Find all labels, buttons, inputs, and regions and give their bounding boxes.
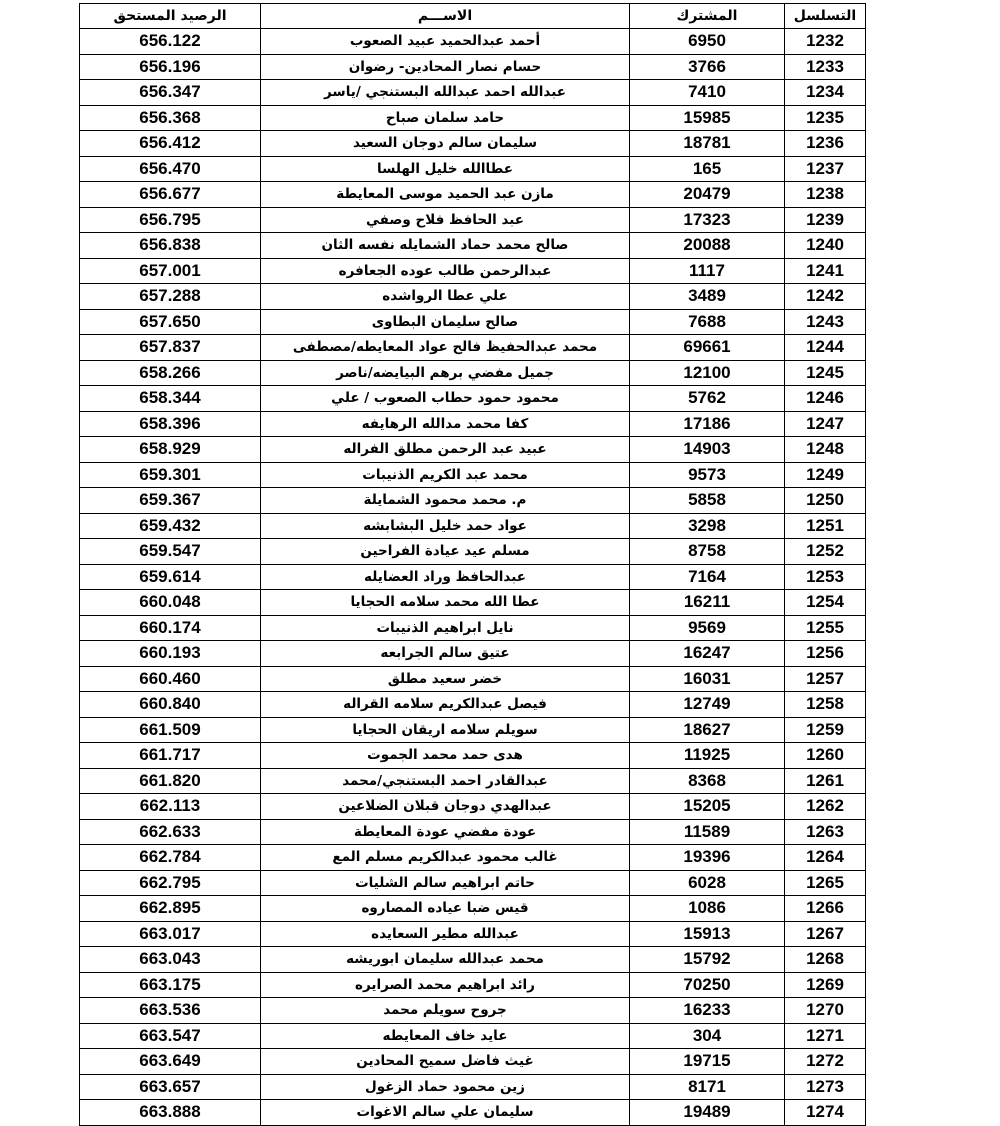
- name-cell: هدى حمد محمد الجموت: [261, 743, 630, 769]
- name-cell: عبدالحافظ وراد العضايله: [261, 564, 630, 590]
- serial-cell: 1252: [785, 539, 866, 565]
- subscriber-cell: 19489: [630, 1100, 785, 1126]
- serial-cell: 1265: [785, 870, 866, 896]
- name-cell: حسام نصار المحادين- رضوان: [261, 54, 630, 80]
- serial-cell: 1246: [785, 386, 866, 412]
- subscriber-cell: 15913: [630, 921, 785, 947]
- serial-cell: 1257: [785, 666, 866, 692]
- table-row: [80, 29, 866, 55]
- name-cell: عبيد عبد الرحمن مطلق الفراله: [261, 437, 630, 463]
- table-row: [80, 488, 866, 514]
- table-row: [80, 335, 866, 361]
- name-cell: عبدالرحمن طالب عوده الجعافره: [261, 258, 630, 284]
- table-row: [80, 743, 866, 769]
- table-row: [80, 411, 866, 437]
- table-row: [80, 105, 866, 131]
- name-cell: عودة مفضي عودة المعايطة: [261, 819, 630, 845]
- name-cell: عطاالله خليل الهلسا: [261, 156, 630, 182]
- serial-cell: 1255: [785, 615, 866, 641]
- table-row: [80, 717, 866, 743]
- name-cell: فيصل عبدالكريم سلامه القراله: [261, 692, 630, 718]
- serial-cell: 1242: [785, 284, 866, 310]
- subscriber-cell: 9573: [630, 462, 785, 488]
- subscriber-cell: 6950: [630, 29, 785, 55]
- subscriber-cell: 1117: [630, 258, 785, 284]
- subscriber-cell: 16211: [630, 590, 785, 616]
- balance-cell: 656.368: [80, 105, 261, 131]
- subscriber-cell: 7688: [630, 309, 785, 335]
- name-cell: محمد عبد الكريم الذنيبات: [261, 462, 630, 488]
- balance-cell: 657.837: [80, 335, 261, 361]
- subscriber-cell: 3489: [630, 284, 785, 310]
- table-row: [80, 768, 866, 794]
- name-cell: علي عطا الرواشده: [261, 284, 630, 310]
- table-row: [80, 513, 866, 539]
- subscriber-cell: 5858: [630, 488, 785, 514]
- table-row: [80, 564, 866, 590]
- serial-cell: 1267: [785, 921, 866, 947]
- balance-cell: 662.113: [80, 794, 261, 820]
- table-row: [80, 539, 866, 565]
- balance-cell: 658.266: [80, 360, 261, 386]
- serial-cell: 1268: [785, 947, 866, 973]
- balance-cell: 661.820: [80, 768, 261, 794]
- serial-cell: 1243: [785, 309, 866, 335]
- subscriber-cell: 17186: [630, 411, 785, 437]
- serial-cell: 1254: [785, 590, 866, 616]
- balance-cell: 659.367: [80, 488, 261, 514]
- subscriber-cell: 14903: [630, 437, 785, 463]
- name-cell: مسلم عيد عيادة الفراحين: [261, 539, 630, 565]
- subscriber-cell: 165: [630, 156, 785, 182]
- name-cell: صالح محمد حماد الشمايله نفسه الثان: [261, 233, 630, 259]
- serial-cell: 1234: [785, 80, 866, 106]
- table-row: [80, 692, 866, 718]
- balance-cell: 659.301: [80, 462, 261, 488]
- subscriber-cell: 15985: [630, 105, 785, 131]
- subscriber-cell: 12749: [630, 692, 785, 718]
- subscriber-cell: 9569: [630, 615, 785, 641]
- name-cell: غالب محمود عبدالكريم مسلم المع: [261, 845, 630, 871]
- serial-cell: 1240: [785, 233, 866, 259]
- balance-cell: 657.650: [80, 309, 261, 335]
- table-row: [80, 207, 866, 233]
- serial-cell: 1261: [785, 768, 866, 794]
- serial-cell: 1273: [785, 1074, 866, 1100]
- name-cell: مازن عبد الحميد موسى المعايطة: [261, 182, 630, 208]
- balance-cell: 660.174: [80, 615, 261, 641]
- balance-cell: 660.048: [80, 590, 261, 616]
- table-row: [80, 666, 866, 692]
- balance-cell: 661.717: [80, 743, 261, 769]
- balance-cell: 656.412: [80, 131, 261, 157]
- serial-cell: 1262: [785, 794, 866, 820]
- subscriber-cell: 69661: [630, 335, 785, 361]
- serial-cell: 1232: [785, 29, 866, 55]
- name-cell: عايد خاف المعايطه: [261, 1023, 630, 1049]
- table-row: [80, 462, 866, 488]
- name-cell: رائد ابراهيم محمد الصرايره: [261, 972, 630, 998]
- serial-cell: 1251: [785, 513, 866, 539]
- serial-cell: 1247: [785, 411, 866, 437]
- balance-cell: 659.614: [80, 564, 261, 590]
- name-cell: م. محمد محمود الشمايلة: [261, 488, 630, 514]
- serial-cell: 1244: [785, 335, 866, 361]
- serial-cell: 1233: [785, 54, 866, 80]
- table-row: [80, 819, 866, 845]
- balance-cell: 657.288: [80, 284, 261, 310]
- balance-cell: 658.344: [80, 386, 261, 412]
- name-cell: سليمان علي سالم الاغوات: [261, 1100, 630, 1126]
- name-cell: عبدالله مطير السعايده: [261, 921, 630, 947]
- header-serial: التسلسل: [785, 4, 866, 29]
- name-cell: زين محمود حماد الزغول: [261, 1074, 630, 1100]
- table-row: [80, 437, 866, 463]
- serial-cell: 1245: [785, 360, 866, 386]
- name-cell: عتيق سالم الجرابعه: [261, 641, 630, 667]
- table-row: [80, 947, 866, 973]
- subscriber-cell: 16233: [630, 998, 785, 1024]
- name-cell: حاتم ابراهيم سالم الشليات: [261, 870, 630, 896]
- name-cell: عواد حمد خليل البشابشه: [261, 513, 630, 539]
- table-row: [80, 896, 866, 922]
- balance-cell: 663.175: [80, 972, 261, 998]
- table-row: [80, 615, 866, 641]
- name-cell: كفا محمد مدالله الرهايفه: [261, 411, 630, 437]
- name-cell: صالح سليمان البطاوى: [261, 309, 630, 335]
- serial-cell: 1270: [785, 998, 866, 1024]
- subscriber-cell: 17323: [630, 207, 785, 233]
- header-name: الاســـم: [261, 4, 630, 29]
- table-row: [80, 131, 866, 157]
- subscriber-cell: 18627: [630, 717, 785, 743]
- subscriber-cell: 15792: [630, 947, 785, 973]
- subscriber-cell: 3766: [630, 54, 785, 80]
- table-row: [80, 1100, 866, 1126]
- balance-cell: 663.536: [80, 998, 261, 1024]
- balance-cell: 662.795: [80, 870, 261, 896]
- serial-cell: 1259: [785, 717, 866, 743]
- name-cell: خضر سعيد مطلق: [261, 666, 630, 692]
- serial-cell: 1264: [785, 845, 866, 871]
- serial-cell: 1241: [785, 258, 866, 284]
- subscriber-cell: 11925: [630, 743, 785, 769]
- serial-cell: 1235: [785, 105, 866, 131]
- balance-cell: 663.888: [80, 1100, 261, 1126]
- subscriber-cell: 20088: [630, 233, 785, 259]
- subscriber-cell: 15205: [630, 794, 785, 820]
- balance-cell: 656.838: [80, 233, 261, 259]
- serial-cell: 1248: [785, 437, 866, 463]
- subscriber-cell: 5762: [630, 386, 785, 412]
- table-row: [80, 794, 866, 820]
- balance-cell: 659.432: [80, 513, 261, 539]
- balance-cell: 660.460: [80, 666, 261, 692]
- subscriber-cell: 18781: [630, 131, 785, 157]
- subscriber-cell: 19396: [630, 845, 785, 871]
- name-cell: غيث فاضل سميح المحادين: [261, 1049, 630, 1075]
- balance-cell: 660.840: [80, 692, 261, 718]
- subscriber-cell: 19715: [630, 1049, 785, 1075]
- serial-cell: 1253: [785, 564, 866, 590]
- table-row: [80, 1074, 866, 1100]
- table-row: [80, 233, 866, 259]
- balance-cell: 658.929: [80, 437, 261, 463]
- balance-cell: 662.784: [80, 845, 261, 871]
- name-cell: نايل ابراهيم الذنيبات: [261, 615, 630, 641]
- subscriber-cell: 11589: [630, 819, 785, 845]
- name-cell: أحمد عبدالحميد عبيد الصعوب: [261, 29, 630, 55]
- balance-cell: 656.347: [80, 80, 261, 106]
- name-cell: قيس ضبا عياده المصاروه: [261, 896, 630, 922]
- name-cell: محمود حمود حطاب الصعوب / علي: [261, 386, 630, 412]
- serial-cell: 1272: [785, 1049, 866, 1075]
- serial-cell: 1266: [785, 896, 866, 922]
- balance-cell: 656.470: [80, 156, 261, 182]
- table-row: [80, 386, 866, 412]
- table-row: [80, 921, 866, 947]
- header-balance: الرصيد المستحق: [80, 4, 261, 29]
- serial-cell: 1260: [785, 743, 866, 769]
- serial-cell: 1238: [785, 182, 866, 208]
- name-cell: محمد عبدالله سليمان ابوريشه: [261, 947, 630, 973]
- balance-cell: 661.509: [80, 717, 261, 743]
- balance-cell: 659.547: [80, 539, 261, 565]
- table-row: [80, 54, 866, 80]
- table-row: [80, 182, 866, 208]
- table-row: [80, 641, 866, 667]
- table-row: [80, 972, 866, 998]
- serial-cell: 1239: [785, 207, 866, 233]
- subscriber-cell: 8758: [630, 539, 785, 565]
- name-cell: عطا الله محمد سلامه الحجايا: [261, 590, 630, 616]
- table-row: [80, 80, 866, 106]
- name-cell: سليمان سالم دوجان السعيد: [261, 131, 630, 157]
- subscriber-cell: 16031: [630, 666, 785, 692]
- subscriber-cell: 20479: [630, 182, 785, 208]
- serial-cell: 1263: [785, 819, 866, 845]
- subscriber-cell: 16247: [630, 641, 785, 667]
- table-row: [80, 360, 866, 386]
- balance-cell: 656.196: [80, 54, 261, 80]
- balance-cell: 663.657: [80, 1074, 261, 1100]
- subscriber-cell: 70250: [630, 972, 785, 998]
- balance-cell: 660.193: [80, 641, 261, 667]
- serial-cell: 1249: [785, 462, 866, 488]
- subscriber-cell: 8171: [630, 1074, 785, 1100]
- table-row: [80, 258, 866, 284]
- header-row: [80, 4, 866, 29]
- subscriber-cell: 7410: [630, 80, 785, 106]
- balance-cell: 663.043: [80, 947, 261, 973]
- table-row: [80, 1049, 866, 1075]
- serial-cell: 1237: [785, 156, 866, 182]
- name-cell: عبدالقادر احمد البستنجي/محمد: [261, 768, 630, 794]
- table-row: [80, 1023, 866, 1049]
- subscriber-balance-table: [79, 3, 866, 1126]
- balance-cell: 662.633: [80, 819, 261, 845]
- name-cell: جميل مفضي برهم البيايضه/ناصر: [261, 360, 630, 386]
- serial-cell: 1271: [785, 1023, 866, 1049]
- balance-cell: 663.017: [80, 921, 261, 947]
- subscriber-cell: 8368: [630, 768, 785, 794]
- table-row: [80, 870, 866, 896]
- balance-cell: 656.677: [80, 182, 261, 208]
- name-cell: سويلم سلامه اريقان الحجايا: [261, 717, 630, 743]
- serial-cell: 1236: [785, 131, 866, 157]
- table-row: [80, 284, 866, 310]
- serial-cell: 1274: [785, 1100, 866, 1126]
- subscriber-cell: 3298: [630, 513, 785, 539]
- header-subscriber: المشترك: [630, 4, 785, 29]
- name-cell: عبد الحافظ فلاح وصفي: [261, 207, 630, 233]
- table-row: [80, 998, 866, 1024]
- subscriber-cell: 304: [630, 1023, 785, 1049]
- subscriber-cell: 12100: [630, 360, 785, 386]
- table-row: [80, 590, 866, 616]
- name-cell: عبدالله احمد عبدالله البستنجي /ياسر: [261, 80, 630, 106]
- serial-cell: 1269: [785, 972, 866, 998]
- subscriber-cell: 1086: [630, 896, 785, 922]
- serial-cell: 1258: [785, 692, 866, 718]
- table-row: [80, 156, 866, 182]
- table-row: [80, 309, 866, 335]
- name-cell: عبدالهدي دوجان قبلان الضلاعين: [261, 794, 630, 820]
- balance-cell: 663.649: [80, 1049, 261, 1075]
- balance-cell: 658.396: [80, 411, 261, 437]
- balance-cell: 663.547: [80, 1023, 261, 1049]
- balance-cell: 656.122: [80, 29, 261, 55]
- serial-cell: 1250: [785, 488, 866, 514]
- name-cell: حامد سلمان صباح: [261, 105, 630, 131]
- name-cell: جروح سويلم محمد: [261, 998, 630, 1024]
- table-row: [80, 845, 866, 871]
- name-cell: محمد عبدالحفيظ فالح عواد المعايطه/مصطفى: [261, 335, 630, 361]
- balance-cell: 656.795: [80, 207, 261, 233]
- subscriber-cell: 6028: [630, 870, 785, 896]
- subscriber-cell: 7164: [630, 564, 785, 590]
- table-body: [80, 29, 866, 1126]
- balance-cell: 657.001: [80, 258, 261, 284]
- serial-cell: 1256: [785, 641, 866, 667]
- balance-cell: 662.895: [80, 896, 261, 922]
